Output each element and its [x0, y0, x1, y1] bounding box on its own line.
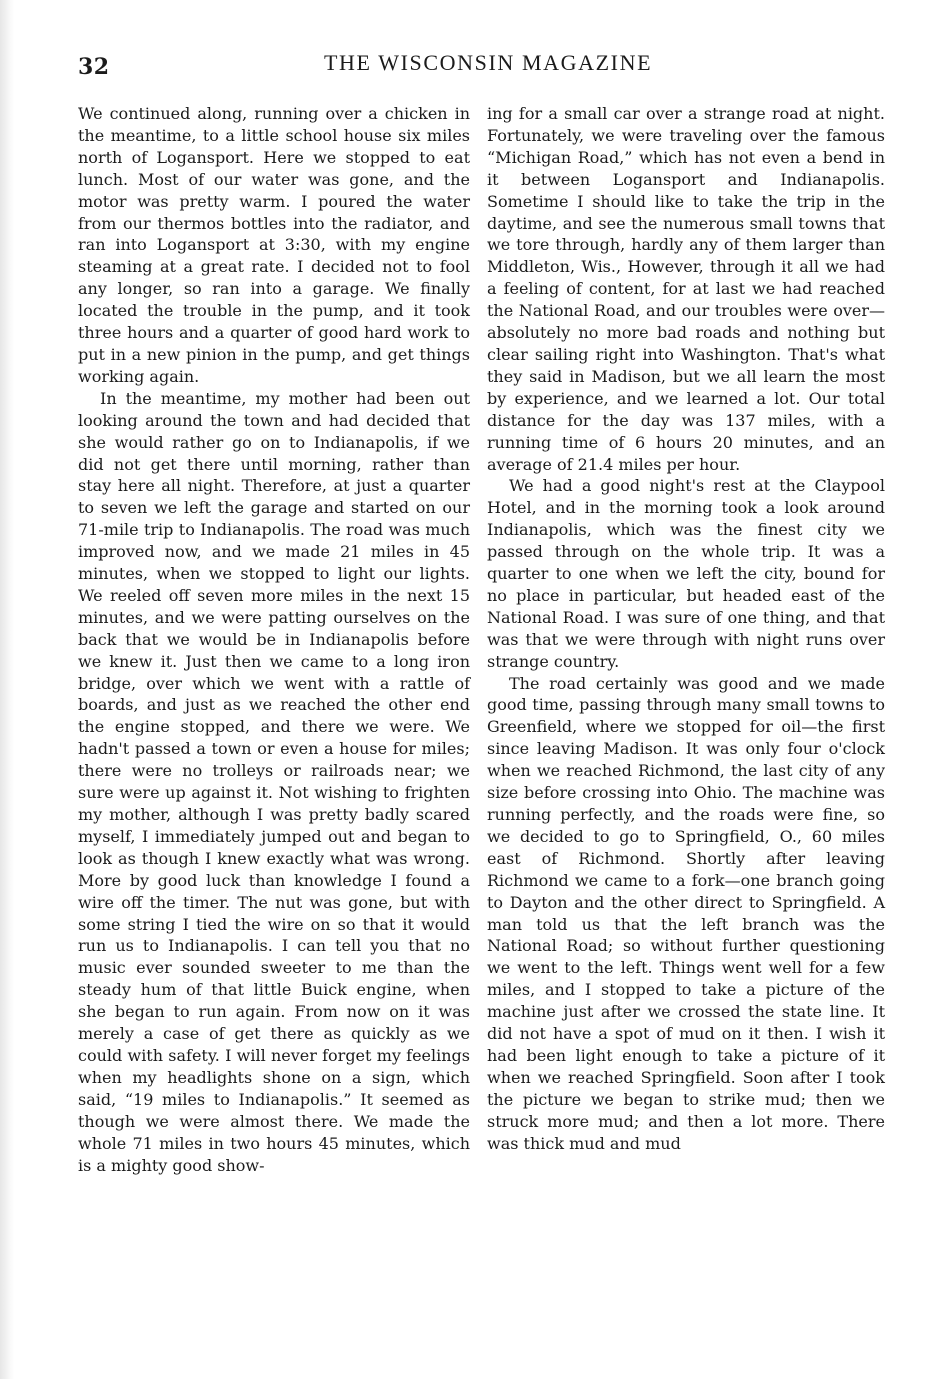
paragraph: In the meantime, my mother had been out looking around the town and had decided that she would rather go on to Indianapolis, if we did not get there until morning, rather than stay here all night. Therefore, at just a quarter to seven we left the garage and started on our 71-mile trip to Indianapolis. The road was much improved now, and we made 21 miles in 45 minutes, when we stopped to light our lights. We reeled off seven more miles in the next 15 minutes, and we were patting ourselves on the back that we would be in Indianapolis before we knew it. Just then we came to a long iron bridge, over which we went with a rattle of boards, and just as we reached the other end the engine stopped, and there we were. We hadn't passed a town or even a house for miles; there were no trolleys or railroads near; we sure were up against it. Not wishing to frighten my mother, although I was pretty badly scared myself, I immediately jumped out and began to look as though I knew exactly what was wrong. More by good luck than knowledge I found a wire off the timer. The nut was gone, but with some string I tied the wire on so that it would run us to Indianapolis. I can tell you that no music ever sounded sweeter to me than the steady hum of that little Buick engine, when she began to run again. From now on it was merely a case of get there as quickly as we could with safety. I will never forget my feelings when my headlights shone on a sign, which said, “19 miles to Indianapolis.” It seemed as though we were almost there. We made the whole 71 miles in two hours 45 minutes, which is a mighty good show-	[78, 388, 470, 1175]
paragraph: We continued along, running over a chicken in the meantime, to a little school house six miles north of Logansport. Here we stopped to eat lunch. Most of our water was gone, and the motor was pretty warm. I poured the water from our thermos bottles into the radiator, and ran into Logansport at 3:30, with my engine steaming at a great rate. I decided not to fool any longer, so ran into a garage. We finally located the trouble in the pump, and it took three hours and a quarter of good hard work to put in a new pinion in the pump, and get things working again.	[78, 104, 470, 386]
paragraph: ing for a small car over a strange road at night. Fortunately, we were traveling over the famous “Michigan Road,” which has not even a bend in it between Logansport and Indianapolis. Sometime I should like to take the trip in the daytime, and see the numerous small towns that we tore through, hardly any of them larger than Middleton, Wis., However, through it all we had a feeling of content, for at last we had reached the National Road, and our troubles were over—absolutely no more bad roads and nothing but clear sailing right into Washington. That's what they said in Madison, but we all learn the most by experience, and we learned a lot. Our total distance for the day was 137 miles, with a running time of 6 hours 20 minutes, and an average of 21.4 miles per hour.	[487, 104, 885, 474]
paragraph: The road certainly was good and we made good time, passing through many small towns to Greenfield, where we stopped for oil—the first since leaving Madison. It was only four o'clock when we reached Richmond, the last city of any size before crossing into Ohio. The machine was running perfectly, and the roads were fine, so we decided to go to Springfield, O., 60 miles east of Richmond. Shortly after leaving Richmond we came to a fork—one branch going to Dayton and the other direct to Springfield. A man told us that the left branch was the National Road; so without further questioning we went to the left. Things went well for a few miles, and I stopped to take a picture of the machine just after we crossed the state line. It did not have a spot of mud on it then. I wish it had been light enough to take a picture of it when we reached Springfield. Soon after I took the picture we began to strike mud; then we struck more mud; and then a lot more. There was thick mud and mud	[487, 673, 885, 1153]
paragraph: We had a good night's rest at the Claypool Hotel, and in the morning took a look around Indianapolis, which was the finest city we passed through on the whole trip. It was a quarter to one when we left the city, bound for no place in particular, but headed east of the National Road. I was sure of one thing, and that was that we were through with night runs over strange country.	[487, 476, 885, 671]
left-column	[78, 103, 470, 1176]
page-header	[78, 50, 890, 86]
running-title: THE WISCONSIN MAGAZINE	[324, 50, 653, 75]
page-edge-shadow	[0, 0, 14, 1379]
right-column	[487, 103, 885, 1155]
page-number: 32	[78, 54, 110, 80]
